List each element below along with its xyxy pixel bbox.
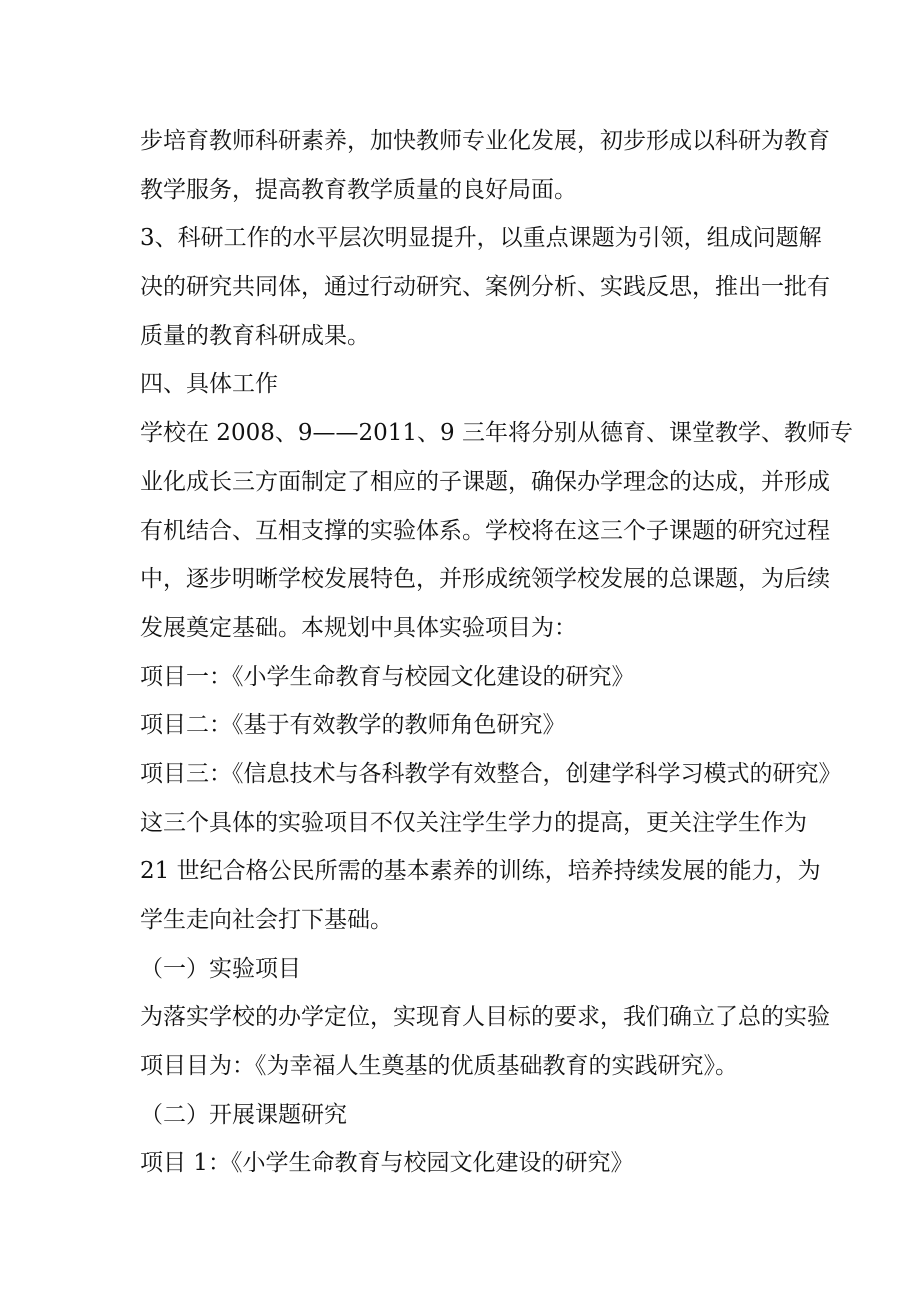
text-line: 步培育教师科研素养，加快教师专业化发展，初步形成以科研为教育 <box>140 128 830 154</box>
text-line: 有机结合、互相支撑的实验体系。学校将在这三个子课题的研究过程 <box>140 517 830 544</box>
text-line: 学校在 2008、9——2011、9 三年将分别从德育、课堂教学、教师专 <box>140 420 853 447</box>
project-item: 项目三：《信息技术与各科教学有效整合，创建学科学习模式的研究》 <box>140 760 842 787</box>
text-line: 项目目为：《为幸福人生奠基的优质基础教育的实践研究》。 <box>140 1053 738 1080</box>
text-line: 为落实学校的办学定位，实现育人目标的要求，我们确立了总的实验 <box>140 1004 830 1031</box>
text-line: 这三个具体的实验项目不仅关注学生学力的提高，更关注学生作为 <box>140 809 807 836</box>
project-item: 项目二：《基于有效教学的教师角色研究》 <box>140 712 566 739</box>
project-item: 项目 1：《小学生命教育与校园文化建设的研究》 <box>140 1150 634 1177</box>
text-line: 中，逐步明晰学校发展特色，并形成统领学校发展的总课题，为后续 <box>140 566 830 593</box>
text-line: 教学服务，提高教育教学质量的良好局面。 <box>140 176 577 203</box>
subsection-heading: （一）实验项目 <box>140 955 301 982</box>
text-line: 3、科研工作的水平层次明显提升，以重点课题为引领，组成问题解 <box>140 225 822 252</box>
text-line: 发展奠定基础。本规划中具体实验项目为： <box>140 614 577 641</box>
subsection-heading: （二）开展课题研究 <box>140 1101 347 1128</box>
section-heading: 四、具体工作 <box>140 371 278 398</box>
text-line: 21 世纪合格公民所需的基本素养的训练，培养持续发展的能力，为 <box>140 858 821 885</box>
project-item: 项目一：《小学生命教育与校园文化建设的研究》 <box>140 663 635 690</box>
text-line: 学生走向社会打下基础。 <box>140 907 393 933</box>
text-line: 决的研究共同体，通过行动研究、案例分析、实践反思，推出一批有 <box>140 274 830 301</box>
text-line: 质量的教育科研成果。 <box>140 322 370 349</box>
text-line: 业化成长三方面制定了相应的子课题，确保办学理念的达成，并形成 <box>140 468 830 495</box>
document-body <box>140 117 853 1188</box>
